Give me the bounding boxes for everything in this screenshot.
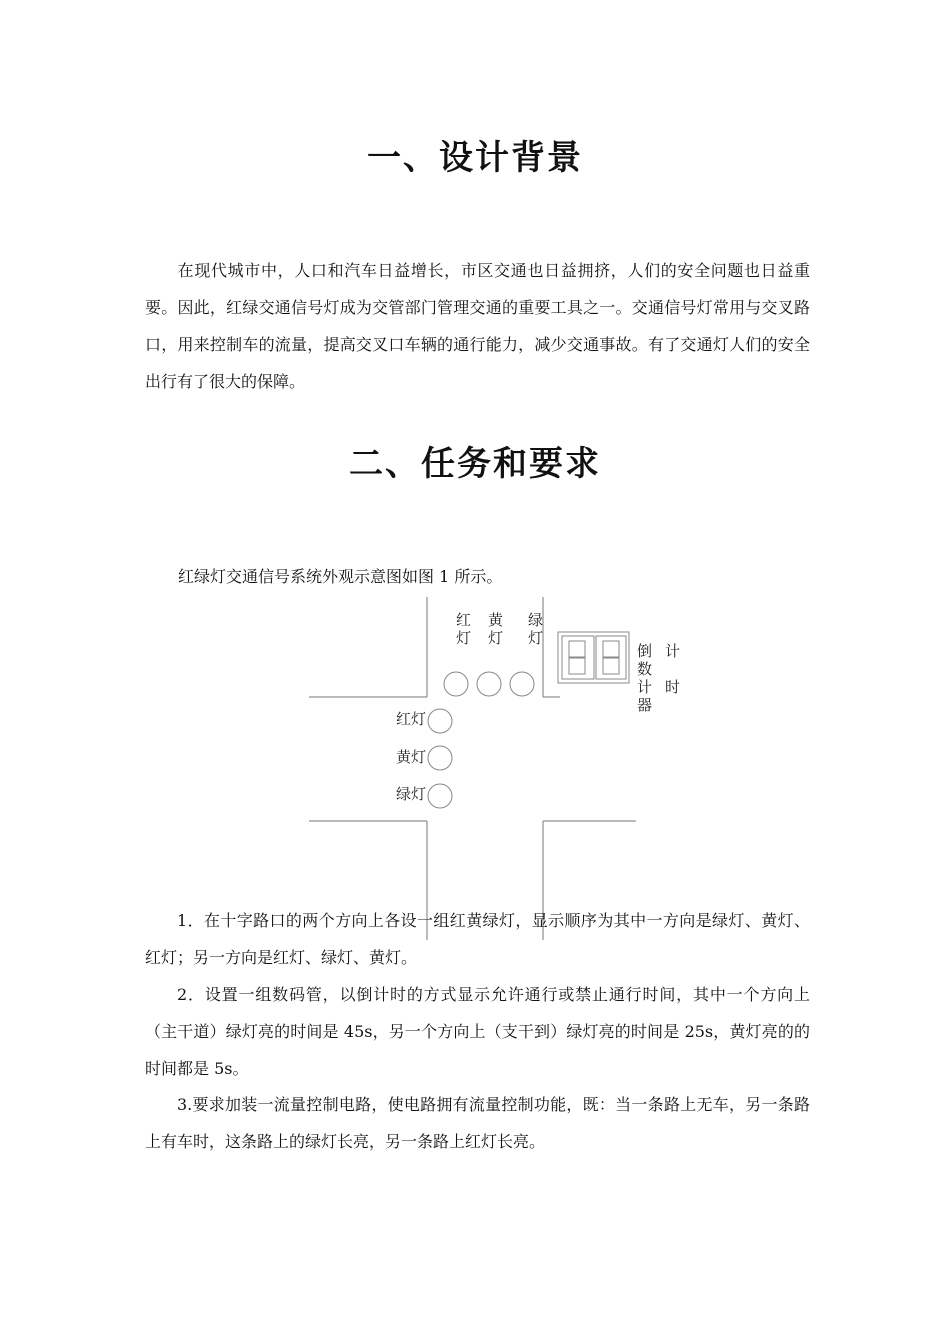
digit-left-upper-segment [569,641,585,657]
requirement-2-text: 2．设置一组数码管，以倒计时的方式显示允许通行或禁止通行时间，其中一个方向上（主干道）绿灯亮的时间是 45s，另一个方向上（支干到）绿灯亮的时间是 25s，黄灯亮的的时间都是 5s。 [145,985,810,1078]
requirement-1 [145,902,810,976]
left-yellow-lamp [428,746,452,770]
requirement-3-text: 3.要求加装一流量控制电路，使电路拥有流量控制功能，既：当一条路上无车，另一条路上有车时，这条路上的绿灯长亮，另一条路上红灯长亮。 [145,1095,810,1151]
requirement-1-text: 1．在十字路口的两个方向上各设一组红黄绿灯，显示顺序为其中一方向是绿灯、黄灯、红灯；另一方向是红灯、绿灯、黄灯。 [145,911,810,967]
left-label-yellow: 黄灯 [396,748,427,766]
counter-label-5: 计 [665,642,681,660]
left-label-green: 绿灯 [396,785,427,803]
requirement-3 [145,1086,810,1160]
figure-intro: 红绿灯交通信号系统外观示意图如图 1 所示。 [178,567,503,586]
left-red-lamp [428,709,452,733]
left-label-red: 红灯 [396,710,427,728]
section-1-title: 一、设计背景 [367,138,583,178]
top-label-green-1: 绿 [528,611,544,629]
digit-left-lower-segment [569,658,585,674]
countdown-display [558,632,629,683]
counter-label-4: 器 [637,696,653,714]
top-yellow-lamp [477,672,501,696]
top-label-yellow-2: 灯 [488,629,504,647]
left-green-lamp [428,784,452,808]
digit-right-upper-segment [603,641,619,657]
top-green-lamp [510,672,534,696]
counter-label-6: 时 [665,678,681,696]
counter-label-2: 数 [637,660,653,678]
top-red-lamp [444,672,468,696]
top-label-red-1: 红 [456,611,472,629]
top-label-yellow-1: 黄 [488,611,504,629]
requirement-2 [145,976,810,1087]
counter-label-3: 计 [637,678,653,696]
section-2-title: 二、任务和要求 [349,444,601,484]
counter-label-1: 倒 [637,642,653,660]
road-lines [309,597,636,940]
top-label-green-2: 灯 [528,629,544,647]
digit-right-lower-segment [603,658,619,674]
top-label-red-2: 灯 [456,629,472,647]
background-text: 在现代城市中，人口和汽车日益增长，市区交通也日益拥挤，人们的安全问题也日益重要。因此，红绿交通信号灯成为交管部门管理交通的重要工具之一。交通信号灯常用与交叉路口，用来控制车的流量，提高交叉口车辆的通行能力，减少交通事故。有了交通灯人们的安全出行有了很大的保障。 [145,261,810,391]
